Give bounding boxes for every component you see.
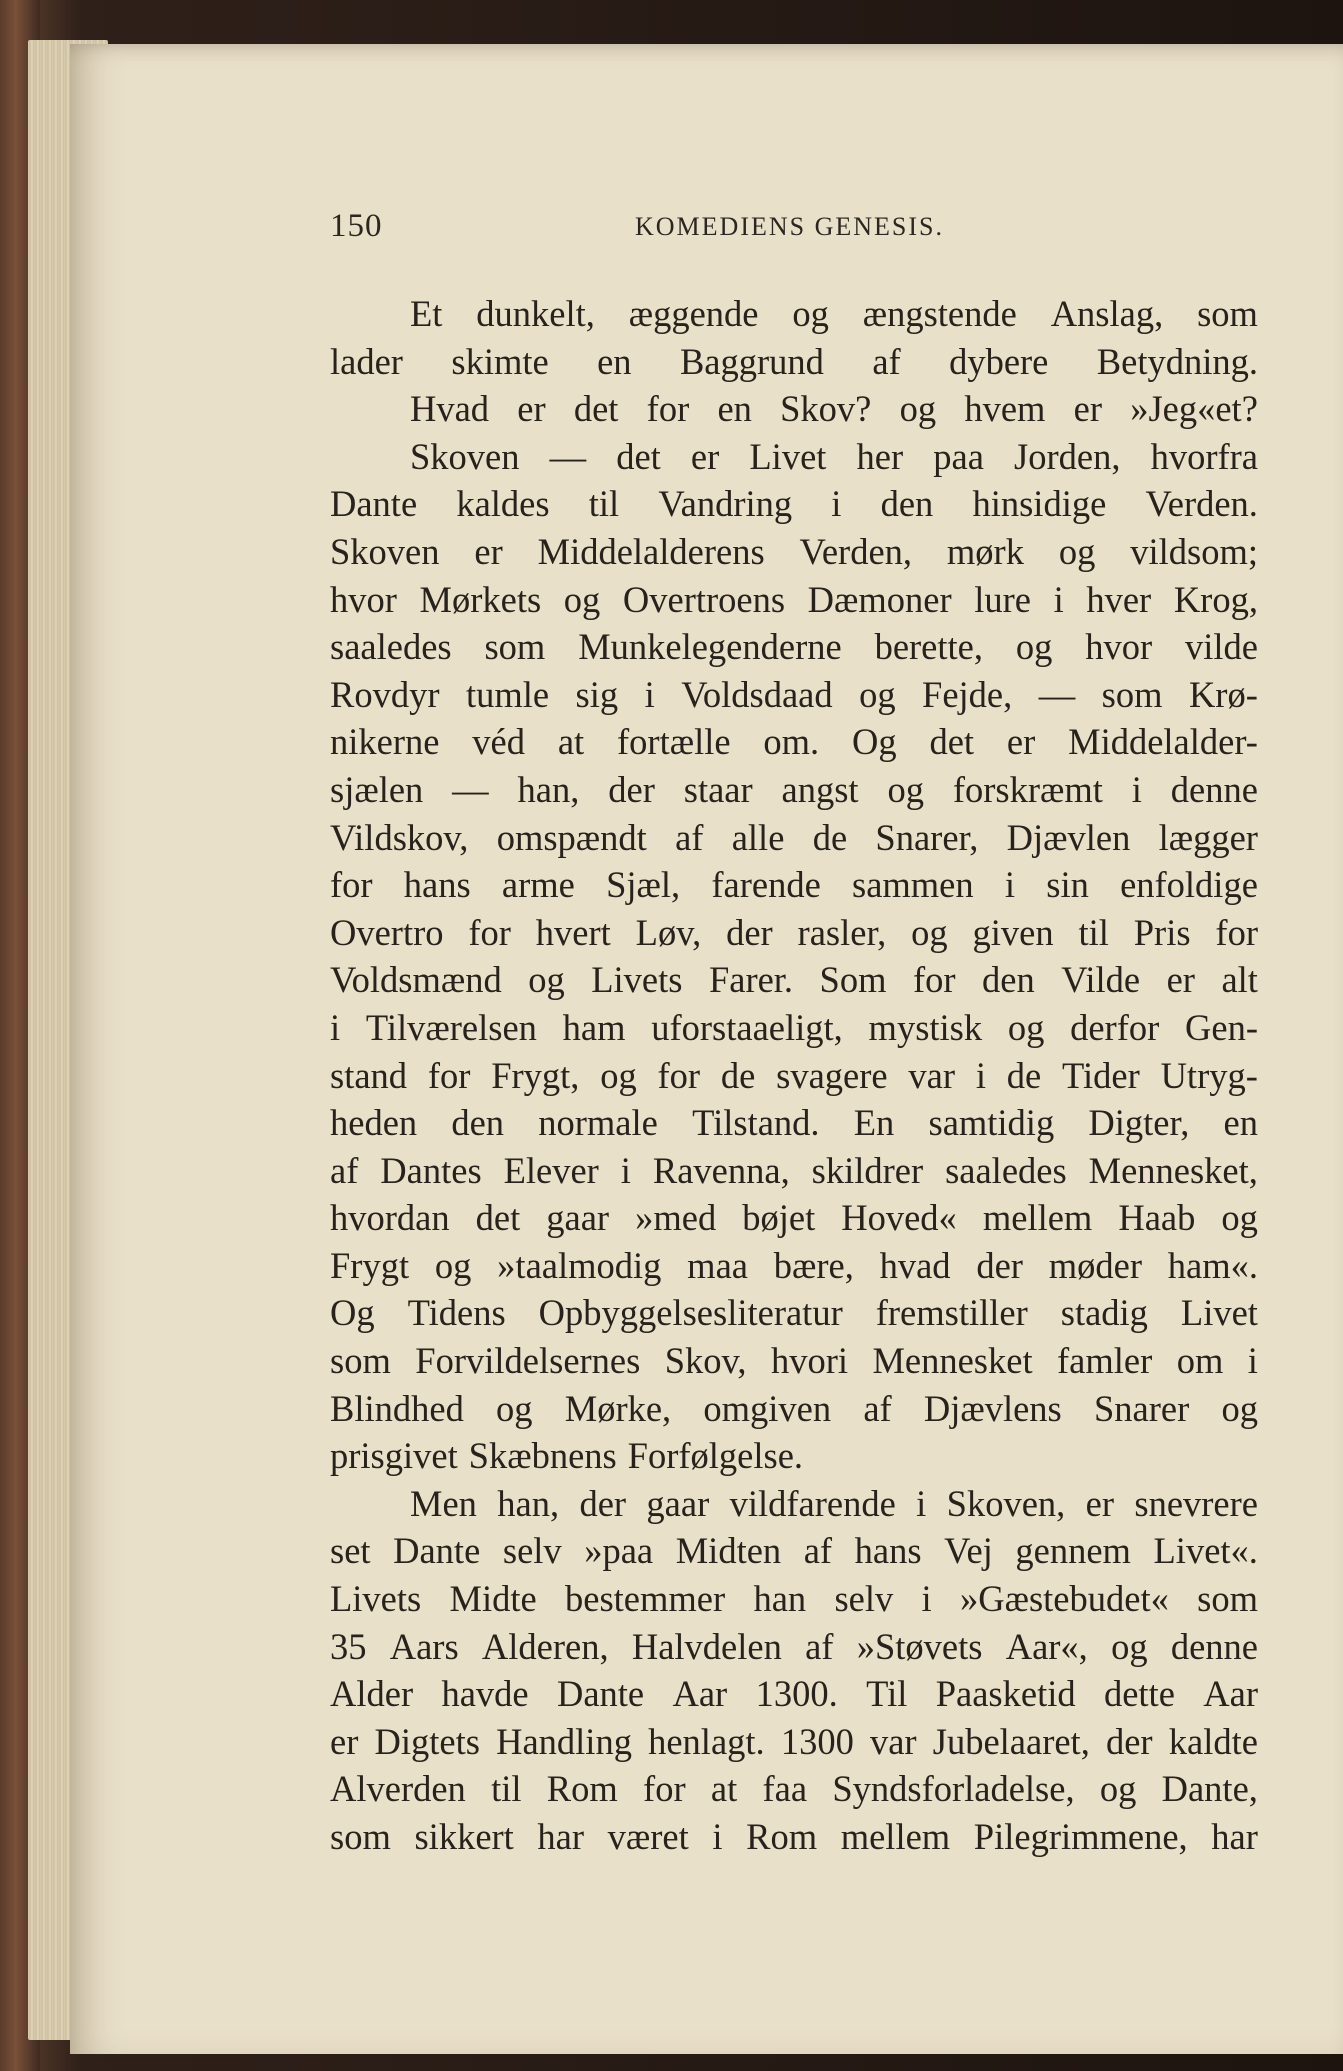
text-line: heden den normale Tilstand. En samtidig Digter, en <box>330 1102 1258 1144</box>
text-line: prisgivet Skæbnens Forfølgelse. <box>330 1435 804 1477</box>
text-line: stand for Frygt, og for de svagere var i de Tider Utryg- <box>330 1054 1258 1096</box>
text-line: 35 Aars Alderen, Halvdelen af »Støvets Aar«, og denne <box>330 1625 1258 1667</box>
text-line: for hans arme Sjæl, farende sammen i sin enfoldige <box>330 864 1258 906</box>
text-line: Frygt og »taalmodig maa bære, hvad der møder ham«. <box>330 1244 1258 1286</box>
body-text <box>330 290 1258 1861</box>
text-line: Skoven — det er Livet her paa Jorden, hvorfra <box>410 435 1258 477</box>
text-line: Voldsmænd og Livets Farer. Som for den Vilde er alt <box>330 959 1258 1001</box>
text-line: Hvad er det for en Skov? og hvem er »Jeg«et? <box>410 388 1258 430</box>
text-line: Overtro for hvert Løv, der rasler, og given til Pris for <box>330 911 1258 953</box>
text-line: Alder havde Dante Aar 1300. Til Paasketid dette Aar <box>330 1673 1258 1715</box>
text-line: Livets Midte bestemmer han selv i »Gæstebudet« som <box>330 1578 1258 1620</box>
text-line: nikerne véd at fortælle om. Og det er Middelalder- <box>330 721 1258 763</box>
text-line: Dante kaldes til Vandring i den hinsidige Verden. <box>330 483 1258 525</box>
text-line: er Digtets Handling henlagt. 1300 var Jubelaaret, der kaldte <box>330 1720 1258 1762</box>
text-line: i Tilværelsen ham uforstaaeligt, mystisk og derfor Gen- <box>330 1006 1258 1048</box>
text-line: Men han, der gaar vildfarende i Skoven, er snevrere <box>410 1482 1258 1524</box>
text-line: lader skimte en Baggrund af dybere Betydning. <box>330 340 1258 382</box>
text-line: af Dantes Elever i Ravenna, skildrer saaledes Mennesket, <box>330 1149 1258 1191</box>
text-line: Alverden til Rom for at faa Syndsforladelse, og Dante, <box>330 1768 1258 1810</box>
text-line: hvordan det gaar »med bøjet Hoved« mellem Haab og <box>330 1197 1258 1239</box>
text-line: Rovdyr tumle sig i Voldsdaad og Fejde, — som Krø- <box>330 673 1258 715</box>
text-line: som Forvildelsernes Skov, hvori Mennesket famler om i <box>330 1340 1258 1382</box>
text-line: Et dunkelt, æggende og ængstende Anslag, som <box>410 293 1258 334</box>
text-line: Vildskov, omspændt af alle de Snarer, Djævlen lægger <box>330 816 1258 858</box>
text-line: set Dante selv »paa Midten af hans Vej gennem Livet«. <box>330 1530 1258 1572</box>
text-line: Og Tidens Opbyggelsesliteratur fremstiller stadig Livet <box>330 1292 1258 1334</box>
text-line: som sikkert har været i Rom mellem Pilegrimmene, har <box>330 1816 1258 1857</box>
running-head <box>0 208 1343 248</box>
text-line: sjælen — han, der staar angst og forskræmt i denne <box>330 768 1258 810</box>
running-title: KOMEDIENS GENESIS. <box>635 212 944 241</box>
text-line: Skoven er Middelalderens Verden, mørk og vildsom; <box>330 530 1258 572</box>
text-line: Blindhed og Mørke, omgiven af Djævlens Snarer og <box>330 1387 1258 1429</box>
text-line: hvor Mørkets og Overtroens Dæmoner lure i hver Krog, <box>330 578 1258 620</box>
page-number: 150 <box>330 208 383 244</box>
text-line: saaledes som Munkelegenderne berette, og hvor vilde <box>330 626 1258 668</box>
